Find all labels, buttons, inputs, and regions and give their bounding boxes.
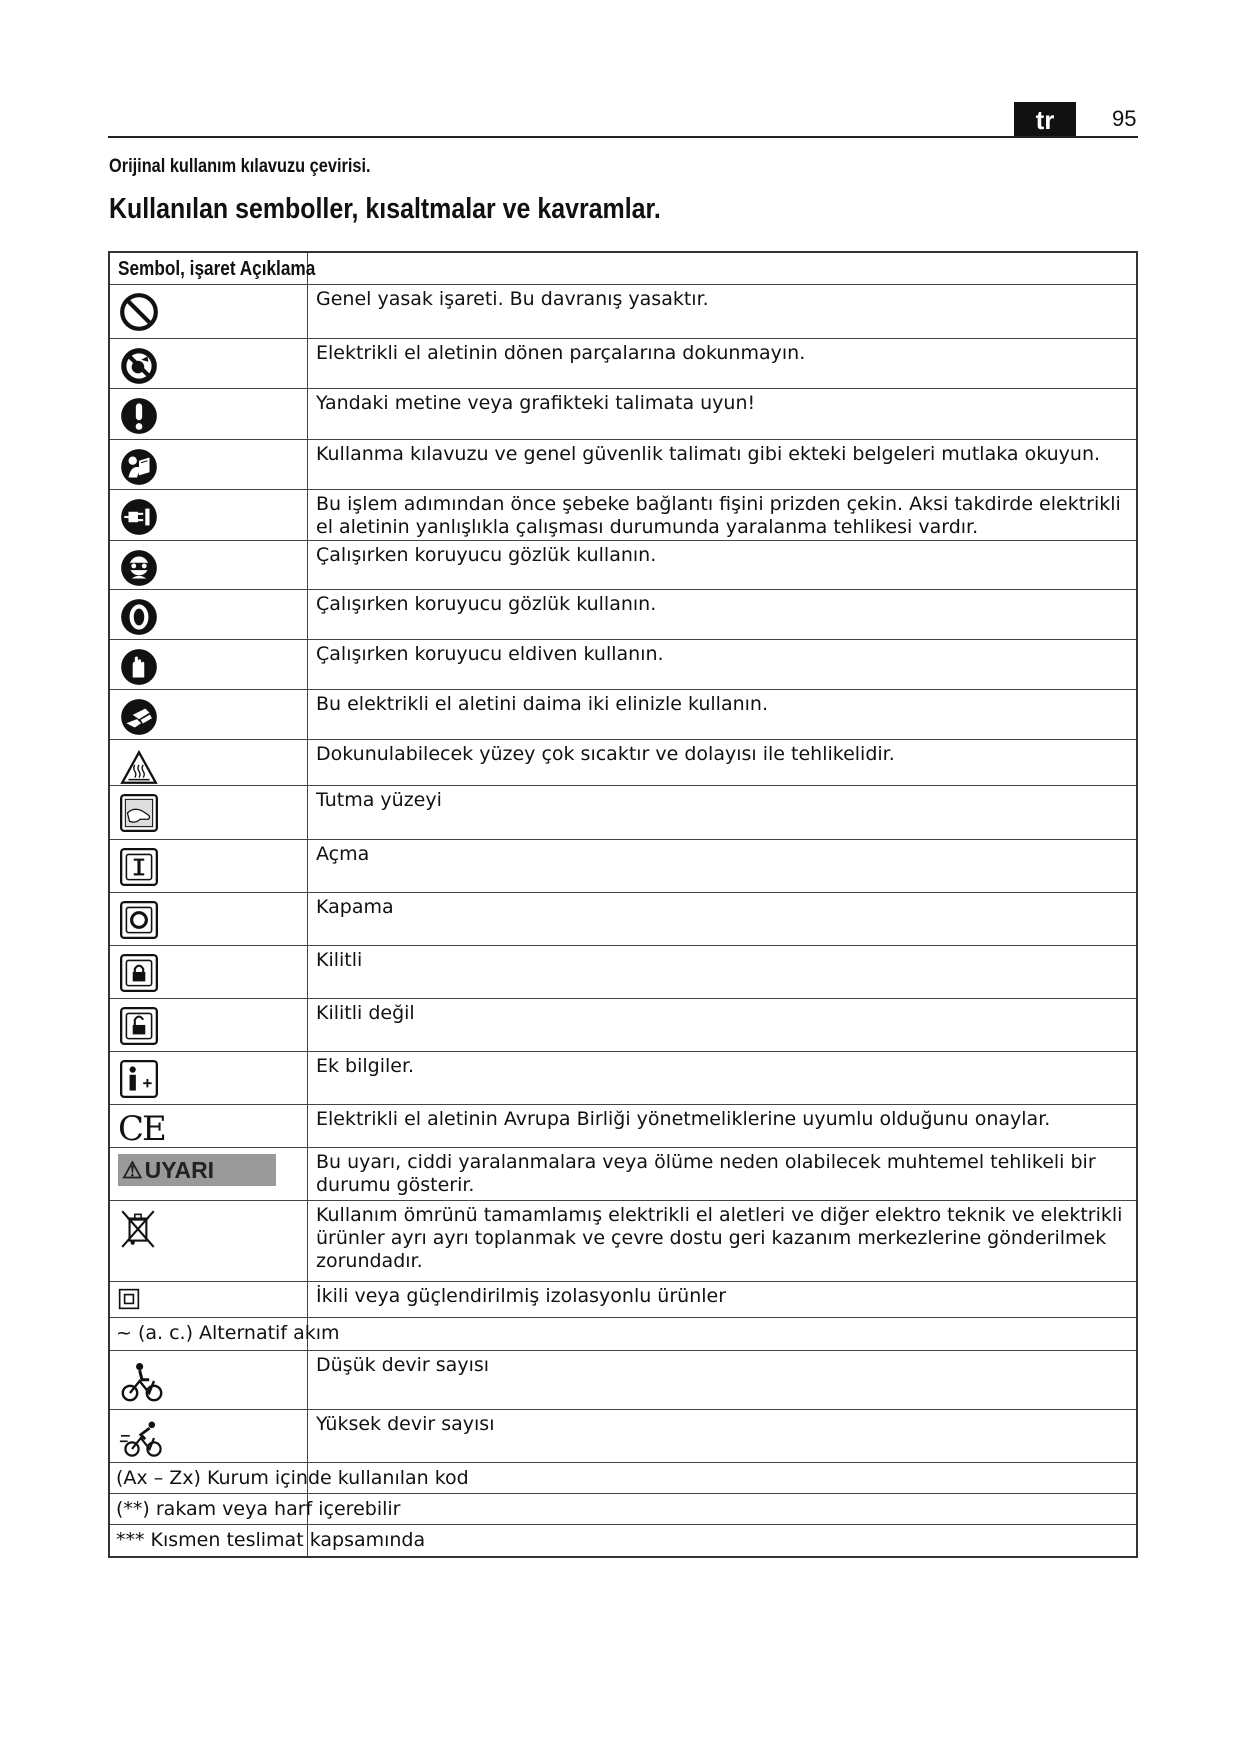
row-full-text: *** Kısmen teslimat kapsamında bbox=[116, 1529, 426, 1551]
row-description: Kilitli bbox=[316, 949, 363, 971]
table-row bbox=[110, 1493, 1136, 1524]
row-description: Kullanım ömrünü tamamlamış elektrikli el aletleri ve diğer elektro teknik ve elektrikli ürünler ayrı ayrı toplanmak ve çevre dostu geri kazanım merkezlerine gönderilmek zorundadır. bbox=[316, 1204, 1123, 1272]
row-description: Tutma yüzeyi bbox=[316, 789, 442, 811]
table-row bbox=[110, 388, 1136, 439]
table-header: Sembol, işaret Açıklama bbox=[118, 258, 316, 280]
weee-bin-icon bbox=[118, 1207, 160, 1249]
high-speed-icon bbox=[118, 1416, 168, 1460]
table-row bbox=[110, 785, 1136, 839]
low-speed-icon bbox=[118, 1357, 166, 1405]
table-row bbox=[110, 1409, 1136, 1462]
double-insulation-icon bbox=[118, 1288, 140, 1310]
no-touch-rotating-parts-icon bbox=[118, 345, 160, 387]
gloves-icon bbox=[118, 646, 160, 688]
unlock-icon bbox=[118, 1005, 160, 1047]
table-header-row bbox=[110, 253, 1136, 284]
page-title: Kullanılan semboller, kısaltmalar ve kavramlar. bbox=[109, 193, 661, 225]
subtitle: Orijinal kullanım kılavuzu çevirisi. bbox=[109, 156, 371, 177]
info-icon bbox=[118, 1058, 160, 1100]
warning-label: ⚠UYARI bbox=[118, 1154, 276, 1186]
two-hands-icon bbox=[118, 696, 160, 738]
warning-triangle-icon: ⚠ bbox=[122, 1157, 143, 1183]
table-row bbox=[110, 540, 1136, 589]
row-description: Açma bbox=[316, 843, 370, 865]
table-row bbox=[110, 439, 1136, 489]
table-row bbox=[110, 839, 1136, 892]
table-row bbox=[110, 1200, 1136, 1281]
row-description: Genel yasak işareti. Bu davranış yasaktır. bbox=[316, 288, 709, 310]
row-description: Çalışırken koruyucu eldiven kullanın. bbox=[316, 643, 664, 665]
prohibition-icon bbox=[118, 291, 160, 333]
row-description: Kapama bbox=[316, 896, 394, 918]
ce-mark: CE bbox=[118, 1109, 165, 1149]
row-description: Kilitli değil bbox=[316, 1002, 415, 1024]
row-description: Elektrikli el aletinin Avrupa Birliği yönetmeliklerine uyumlu olduğunu onaylar. bbox=[316, 1108, 1051, 1130]
row-description: Ek bilgiler. bbox=[316, 1055, 415, 1077]
header-rule bbox=[108, 136, 1138, 138]
row-description: Elektrikli el aletinin dönen parçalarına dokunmayın. bbox=[316, 342, 806, 364]
on-icon bbox=[118, 846, 160, 888]
row-full-text: (Ax – Zx) Kurum içinde kullanılan kod bbox=[116, 1467, 469, 1489]
table-row bbox=[110, 1317, 1136, 1350]
row-description: Kullanma kılavuzu ve genel güvenlik talimatı gibi ekteki belgeleri mutlaka okuyun. bbox=[316, 443, 1101, 465]
language-badge: tr bbox=[1014, 102, 1076, 136]
table-row bbox=[110, 1350, 1136, 1409]
table-row bbox=[110, 739, 1136, 785]
table-row bbox=[110, 338, 1136, 388]
table-row bbox=[110, 589, 1136, 639]
table-row bbox=[110, 1104, 1136, 1147]
table-row bbox=[110, 1524, 1136, 1556]
symbols-table bbox=[108, 251, 1138, 1558]
row-description: İkili veya güçlendirilmiş izolasyonlu ürünler bbox=[316, 1285, 727, 1307]
table-row bbox=[110, 489, 1136, 540]
table-row bbox=[110, 892, 1136, 945]
row-description: Dokunulabilecek yüzey çok sıcaktır ve dolayısı ile tehlikelidir. bbox=[316, 743, 895, 765]
grip-surface-icon bbox=[118, 792, 160, 834]
table-row bbox=[110, 1462, 1136, 1493]
lock-icon bbox=[118, 952, 160, 994]
table-row bbox=[110, 1051, 1136, 1104]
ear-protection-icon bbox=[118, 596, 160, 638]
page-number: 95 bbox=[1112, 106, 1137, 131]
row-description: Yandaki metine veya grafikteki talimata uyun! bbox=[316, 392, 756, 414]
goggles-icon bbox=[118, 547, 160, 589]
unplug-icon bbox=[118, 496, 160, 538]
table-row bbox=[110, 639, 1136, 689]
table-row bbox=[110, 284, 1136, 338]
table-row bbox=[110, 689, 1136, 739]
row-description: Yüksek devir sayısı bbox=[316, 1413, 495, 1435]
row-description: Bu elektrikli el aletini daima iki elinizle kullanın. bbox=[316, 693, 769, 715]
table-row bbox=[110, 945, 1136, 998]
row-description: Bu işlem adımından önce şebeke bağlantı fişini prizden çekin. Aksi takdirde elektrikli el aletinin yanlışlıkla çalışması durumunda yaralanma tehlikesi vardır. bbox=[316, 493, 1121, 538]
off-icon bbox=[118, 899, 160, 941]
row-description: Çalışırken koruyucu gözlük kullanın. bbox=[316, 593, 657, 615]
row-full-text: (**) rakam veya harf içerebilir bbox=[116, 1498, 401, 1520]
read-manual-icon bbox=[118, 446, 160, 488]
attention-icon bbox=[118, 395, 160, 437]
row-description: Çalışırken koruyucu gözlük kullanın. bbox=[316, 544, 657, 566]
table-row bbox=[110, 1281, 1136, 1317]
row-description: Düşük devir sayısı bbox=[316, 1354, 490, 1376]
table-row bbox=[110, 998, 1136, 1051]
row-full-text: ~ (a. c.) Alternatif akım bbox=[116, 1322, 340, 1344]
hot-surface-icon bbox=[118, 746, 160, 788]
row-description: Bu uyarı, ciddi yaralanmalara veya ölüme neden olabilecek muhtemel tehlikeli bir durumu gösterir. bbox=[316, 1151, 1096, 1196]
table-row bbox=[110, 1147, 1136, 1200]
